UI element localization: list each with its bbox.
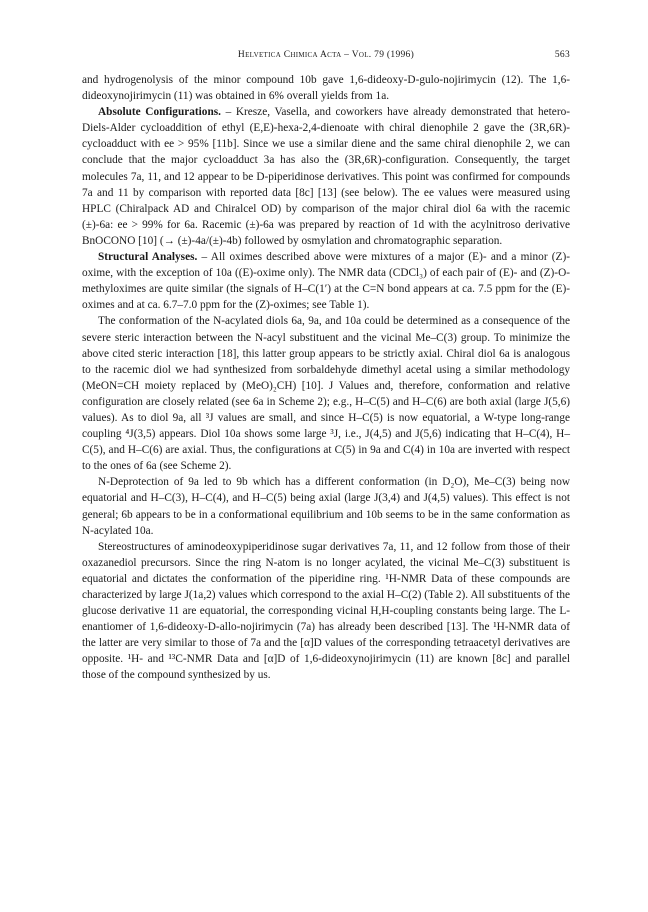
paragraph-continuation — [82, 72, 570, 104]
paragraph-text: N-Deprotection of 9a led to 9b which has a different conformation (in D₂O), Me–C(3) being now equatorial and H–C(3), H–C(4), and H–C(5) being axial (large J(3,4) and J(4,5) values). This effect is not general; 6b appears to be in a conformational equilibrium and 10b seems to be in the same conformation as N-acylated 10a. — [82, 476, 570, 537]
paragraph-text: and hydrogenolysis of the minor compound 10b gave 1,6-dideoxy-D-gulo-nojirimycin (12). The 1,6-dideoxynojirimycin (11) was obtained in 6% overall yields from 1a. — [82, 74, 570, 103]
paragraph-text: – Kresze, Vasella, and coworkers have already demonstrated that hetero-Diels-Alder cycloaddition of ethyl (E,E)-hexa-2,4-dienoate with chiral dienophile 2 gave the (3R,6R)-cycloadduct with ee > 95% [11b]. Since we use a similar diene and the same chiral dienophile 2, we can conclude that the major cycloadduct 3a has also the (3R,6R)-configuration. Consequently, the target molecules 7a, 11, and 12 appear to be D-piperidinose derivatives. This point was confirmed for compounds 7a and 11 by comparison with reported data [8c] [13] (see below). The ee values were measured using HPLC (Chiralpack AD and Chiralcel OD) by comparison of the major chiral diol 6a with the racemic (±)-6a: ee > 99% for 6a. Racemic (±)-6a was prepared by reaction of 1d with the acylnitroso derivative BnOCONO [10] (→ (±)-4a/(±)-4b) followed by osmylation and chromatographic separation. — [82, 106, 570, 247]
section-heading: Structural Analyses. — [98, 251, 198, 264]
section-heading: Absolute Configurations. — [98, 106, 221, 119]
paragraph-absolute-configurations — [82, 104, 570, 249]
paragraph-text: The conformation of the N-acylated diols 6a, 9a, and 10a could be determined as a consequence of the severe steric interaction between the N-acyl substituent and the vicinal Me–C(3) group. To minimize the above cited steric interaction [18], this latter group appears to be strictly axial. Chiral diol 6a is analogous to the racemic diol we had synthesized from sorbaldehyde dimethyl acetal using a similar methodology (MeON=CH moiety replaced by (MeO)₂CH) [10]. J Values and, therefore, conformation and relative configuration are closely related (see 6a in Scheme 2); e.g., H–C(5) and H–C(6) are both axial (large J(5,6) values). As to diol 9a, all ³J values are small, and since H–C(5) is now equatorial, a W-type long-range coupling ⁴J(3,5) appears. Diol 10a shows some large ³J, i.e., J(4,5) and J(5,6) indicating that H–C(4), H–C(5), and H–C(6) are axial. Thus, the configurations at C(5) in 9a and C(4) in 10a are inverted with respect to the ones of 6a (see Scheme 2). — [82, 315, 570, 473]
journal-title: Helvetica Chimica Acta – Vol. 79 (1996) — [237, 50, 415, 60]
paragraph-conformation — [82, 313, 570, 474]
paragraph-stereostructures — [82, 539, 570, 684]
paragraph-structural-analyses — [82, 249, 570, 313]
paragraph-text: – All oximes described above were mixtures of a major (E)- and a minor (Z)-oxime, with the exception of 10a ((E)-oxime only). The NMR data (CDCl₃) of each pair of (E)- and (Z)-O-methyloximes are quite similar (the signals of H–C(1′) at the C=N bond appears at ca. 7.5 ppm for the (E)-oximes and at ca. 6.7–7.0 ppm for the (Z)-oximes; see Table 1). — [82, 251, 570, 312]
article-body — [82, 72, 570, 684]
paragraph-deprotection — [82, 474, 570, 538]
page-number: 563 — [554, 50, 570, 60]
running-head — [82, 50, 570, 60]
paragraph-text: Stereostructures of aminodeoxypiperidinose sugar derivatives 7a, 11, and 12 follow from those of their oxazanediol precursors. Since the ring N-atom is no longer acylated, the vicinal Me–C(3) substituent is equatorial and dictates the conformation of the piperidine ring. ¹H-NMR Data of these compounds are characterized by large J(1a,2) values which correspond to the axial H–C(2) (Table 2). All substituents of the glucose derivative 11 are equatorial, the corresponding vicinal H,H-coupling constants being large. The L-enantiomer of 1,6-dideoxy-D-allo-nojirimycin (7a) has already been described [13]. The ¹H-NMR data of the latter are very similar to those of 7a and the [α]D values of the corresponding tetraacetyl derivatives are opposite. ¹H- and ¹³C-NMR Data and [α]D of 1,6-dideoxynojirimycin (11) are known [8c] and parallel those of the compound synthesized by us. — [82, 540, 570, 682]
